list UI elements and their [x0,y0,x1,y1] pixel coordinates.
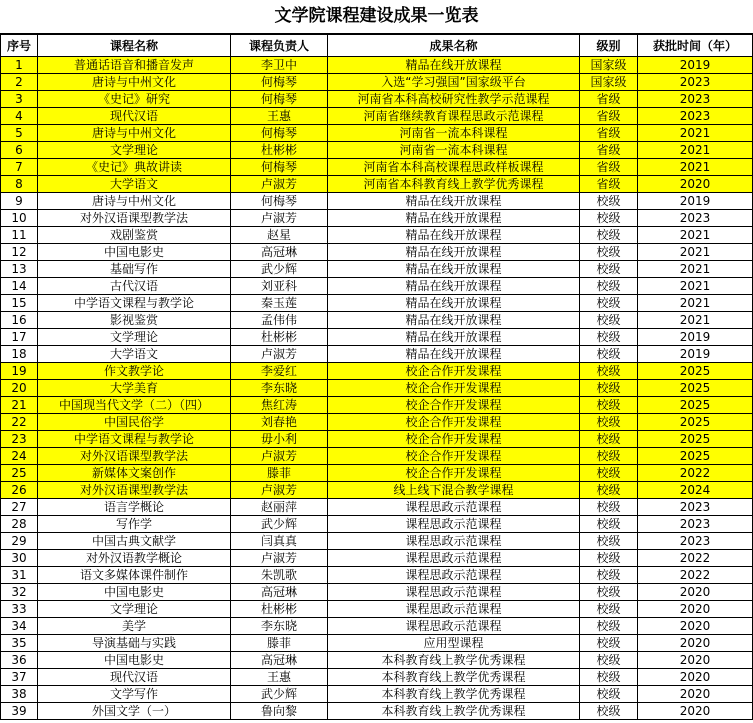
cell-result[interactable]: 校企合作开发课程 [328,414,580,431]
cell-no[interactable]: 9 [1,193,38,210]
cell-lead[interactable]: 焦红涛 [231,397,328,414]
cell-lead[interactable]: 鲁向黎 [231,703,328,720]
cell-lead[interactable]: 滕菲 [231,635,328,652]
cell-lead[interactable]: 何梅琴 [231,125,328,142]
cell-year[interactable]: 2021 [638,125,753,142]
cell-no[interactable]: 31 [1,567,38,584]
table-row [1,686,753,703]
cell-year[interactable]: 2022 [638,567,753,584]
cell-lead[interactable]: 闫真真 [231,533,328,550]
cell-no[interactable]: 3 [1,91,38,108]
cell-no[interactable]: 12 [1,244,38,261]
cell-year[interactable]: 2020 [638,686,753,703]
cell-level[interactable]: 校级 [580,465,638,482]
table-row [1,652,753,669]
cell-no[interactable]: 19 [1,363,38,380]
cell-year[interactable]: 2021 [638,159,753,176]
header-year[interactable]: 获批时间（年） [638,35,753,57]
cell-course[interactable]: 中国电影史 [38,584,231,601]
cell-level[interactable]: 校级 [580,278,638,295]
cell-course[interactable]: 现代汉语 [38,669,231,686]
table-row [1,57,753,74]
cell-no[interactable]: 13 [1,261,38,278]
cell-level[interactable]: 校级 [580,652,638,669]
cell-year[interactable]: 2022 [638,550,753,567]
cell-year[interactable]: 2021 [638,142,753,159]
header-result[interactable]: 成果名称 [328,35,580,57]
table-row [1,448,753,465]
cell-course[interactable]: 美学 [38,618,231,635]
cell-course[interactable]: 外国文学（一） [38,703,231,720]
cell-level[interactable]: 校级 [580,448,638,465]
cell-result[interactable]: 入选“学习强国”国家级平台 [328,74,580,91]
cell-result[interactable]: 本科教育线上教学优秀课程 [328,703,580,720]
cell-year[interactable]: 2025 [638,414,753,431]
cell-lead[interactable]: 毋小利 [231,431,328,448]
cell-level[interactable]: 校级 [580,533,638,550]
cell-lead[interactable]: 卢淑芳 [231,346,328,363]
cell-lead[interactable]: 何梅琴 [231,74,328,91]
cell-result[interactable]: 精品在线开放课程 [328,295,580,312]
cell-year[interactable]: 2025 [638,363,753,380]
cell-course[interactable]: 唐诗与中州文化 [38,74,231,91]
cell-result[interactable]: 线上线下混合教学课程 [328,482,580,499]
table-row [1,329,753,346]
cell-year[interactable]: 2019 [638,329,753,346]
cell-no[interactable]: 35 [1,635,38,652]
cell-level[interactable]: 校级 [580,516,638,533]
table-row [1,601,753,618]
cell-course[interactable]: 古代汉语 [38,278,231,295]
cell-result[interactable]: 本科教育线上教学优秀课程 [328,669,580,686]
cell-lead[interactable]: 刘亚科 [231,278,328,295]
cell-lead[interactable]: 刘春艳 [231,414,328,431]
table-row [1,295,753,312]
cell-level[interactable]: 校级 [580,329,638,346]
cell-lead[interactable]: 王惠 [231,669,328,686]
cell-course[interactable]: 文学写作 [38,686,231,703]
cell-result[interactable]: 河南省一流本科课程 [328,125,580,142]
table-row [1,346,753,363]
cell-no[interactable]: 39 [1,703,38,720]
table-row [1,465,753,482]
cell-year[interactable]: 2021 [638,278,753,295]
cell-course[interactable]: 《史记》研究 [38,91,231,108]
cell-lead[interactable]: 李东晓 [231,618,328,635]
header-no[interactable]: 序号 [1,35,38,57]
cell-level[interactable]: 省级 [580,159,638,176]
cell-course[interactable]: 对外汉语课型教学法 [38,482,231,499]
table-row [1,159,753,176]
cell-result[interactable]: 校企合作开发课程 [328,431,580,448]
cell-level[interactable]: 校级 [580,635,638,652]
cell-result[interactable]: 精品在线开放课程 [328,244,580,261]
cell-no[interactable]: 10 [1,210,38,227]
cell-result[interactable]: 精品在线开放课程 [328,210,580,227]
cell-year[interactable]: 2025 [638,397,753,414]
cell-no[interactable]: 27 [1,499,38,516]
cell-level[interactable]: 省级 [580,91,638,108]
cell-year[interactable]: 2024 [638,482,753,499]
cell-year[interactable]: 2020 [638,618,753,635]
cell-lead[interactable]: 何梅琴 [231,91,328,108]
cell-level[interactable]: 校级 [580,363,638,380]
cell-level[interactable]: 校级 [580,703,638,720]
table-row [1,567,753,584]
cell-result[interactable]: 校企合作开发课程 [328,363,580,380]
cell-course[interactable]: 对外汉语课型教学法 [38,448,231,465]
cell-level[interactable]: 省级 [580,125,638,142]
sheet-title: 文学院课程建设成果一览表 [0,0,753,34]
cell-no[interactable]: 1 [1,57,38,74]
cell-level[interactable]: 校级 [580,669,638,686]
cell-no[interactable]: 24 [1,448,38,465]
cell-year[interactable]: 2020 [638,584,753,601]
cell-result[interactable]: 河南省一流本科课程 [328,142,580,159]
table-row [1,176,753,193]
cell-course[interactable]: 语文多媒体课件制作 [38,567,231,584]
cell-year[interactable]: 2021 [638,244,753,261]
cell-result[interactable]: 校企合作开发课程 [328,380,580,397]
cell-level[interactable]: 校级 [580,261,638,278]
cell-no[interactable]: 36 [1,652,38,669]
table-row [1,125,753,142]
cell-year[interactable]: 2023 [638,499,753,516]
cell-year[interactable]: 2019 [638,193,753,210]
cell-year[interactable]: 2021 [638,312,753,329]
table-row [1,380,753,397]
cell-year[interactable]: 2023 [638,108,753,125]
cell-level[interactable]: 校级 [580,414,638,431]
cell-no[interactable]: 29 [1,533,38,550]
cell-lead[interactable]: 高冠琳 [231,652,328,669]
cell-level[interactable]: 校级 [580,380,638,397]
cell-no[interactable]: 33 [1,601,38,618]
cell-result[interactable]: 精品在线开放课程 [328,57,580,74]
table-row [1,108,753,125]
cell-level[interactable]: 校级 [580,346,638,363]
cell-no[interactable]: 2 [1,74,38,91]
table-row [1,312,753,329]
cell-lead[interactable]: 秦玉莲 [231,295,328,312]
cell-course[interactable]: 中国古典文献学 [38,533,231,550]
cell-result[interactable]: 校企合作开发课程 [328,397,580,414]
cell-course[interactable]: 对外汉语课型教学法 [38,210,231,227]
cell-level[interactable]: 校级 [580,431,638,448]
cell-result[interactable]: 课程思政示范课程 [328,601,580,618]
cell-course[interactable]: 语言学概论 [38,499,231,516]
table-row [1,91,753,108]
cell-year[interactable]: 2020 [638,176,753,193]
cell-course[interactable]: 戏剧鉴赏 [38,227,231,244]
cell-result[interactable]: 校企合作开发课程 [328,448,580,465]
cell-course[interactable]: 基础写作 [38,261,231,278]
cell-course[interactable]: 写作学 [38,516,231,533]
cell-lead[interactable]: 赵星 [231,227,328,244]
cell-year[interactable]: 2020 [638,703,753,720]
cell-lead[interactable]: 杜彬彬 [231,142,328,159]
cell-course[interactable]: 大学语文 [38,346,231,363]
cell-lead[interactable]: 高冠琳 [231,584,328,601]
cell-result[interactable]: 本科教育线上教学优秀课程 [328,652,580,669]
cell-year[interactable]: 2023 [638,74,753,91]
cell-level[interactable]: 校级 [580,193,638,210]
cell-lead[interactable]: 卢淑芳 [231,550,328,567]
cell-no[interactable]: 5 [1,125,38,142]
cell-lead[interactable]: 武少辉 [231,261,328,278]
cell-no[interactable]: 26 [1,482,38,499]
cell-lead[interactable]: 孟伟伟 [231,312,328,329]
cell-result[interactable]: 课程思政示范课程 [328,567,580,584]
cell-no[interactable]: 15 [1,295,38,312]
table-row [1,74,753,91]
cell-no[interactable]: 22 [1,414,38,431]
cell-result[interactable]: 课程思政示范课程 [328,499,580,516]
cell-year[interactable]: 2020 [638,635,753,652]
table-row [1,516,753,533]
table-row [1,669,753,686]
cell-course[interactable]: 中学语文课程与教学论 [38,431,231,448]
cell-year[interactable]: 2019 [638,346,753,363]
cell-result[interactable]: 课程思政示范课程 [328,584,580,601]
cell-lead[interactable]: 卢淑芳 [231,210,328,227]
cell-no[interactable]: 20 [1,380,38,397]
cell-lead[interactable]: 滕菲 [231,465,328,482]
table-row [1,397,753,414]
cell-level[interactable]: 国家级 [580,57,638,74]
cell-level[interactable]: 校级 [580,601,638,618]
table-row [1,261,753,278]
table-row [1,482,753,499]
cell-lead[interactable]: 卢淑芳 [231,448,328,465]
cell-no[interactable]: 38 [1,686,38,703]
cell-lead[interactable]: 李东晓 [231,380,328,397]
cell-lead[interactable]: 赵丽萍 [231,499,328,516]
cell-lead[interactable]: 杜彬彬 [231,601,328,618]
cell-result[interactable]: 校企合作开发课程 [328,465,580,482]
cell-lead[interactable]: 王惠 [231,108,328,125]
cell-result[interactable]: 本科教育线上教学优秀课程 [328,686,580,703]
cell-level[interactable]: 校级 [580,618,638,635]
table-row [1,227,753,244]
cell-course[interactable]: 中国民俗学 [38,414,231,431]
cell-result[interactable]: 河南省本科教育线上教学优秀课程 [328,176,580,193]
cell-result[interactable]: 课程思政示范课程 [328,550,580,567]
cell-no[interactable]: 30 [1,550,38,567]
cell-year[interactable]: 2023 [638,210,753,227]
table-row [1,363,753,380]
cell-course[interactable]: 中国电影史 [38,652,231,669]
cell-no[interactable]: 34 [1,618,38,635]
cell-year[interactable]: 2020 [638,652,753,669]
cell-result[interactable]: 精品在线开放课程 [328,329,580,346]
cell-course[interactable]: 文学理论 [38,601,231,618]
cell-no[interactable]: 14 [1,278,38,295]
cell-course[interactable]: 《史记》典故讲读 [38,159,231,176]
cell-lead[interactable]: 李爱红 [231,363,328,380]
cell-course[interactable]: 唐诗与中州文化 [38,125,231,142]
cell-result[interactable]: 精品在线开放课程 [328,193,580,210]
cell-year[interactable]: 2023 [638,91,753,108]
cell-level[interactable]: 校级 [580,312,638,329]
table-row [1,584,753,601]
cell-year[interactable]: 2023 [638,516,753,533]
cell-result[interactable]: 河南省继续教育课程思政示范课程 [328,108,580,125]
cell-lead[interactable]: 卢淑芳 [231,176,328,193]
cell-result[interactable]: 应用型课程 [328,635,580,652]
cell-result[interactable]: 精品在线开放课程 [328,346,580,363]
table-row [1,618,753,635]
cell-year[interactable]: 2020 [638,601,753,618]
cell-year[interactable]: 2021 [638,295,753,312]
cell-no[interactable]: 4 [1,108,38,125]
cell-course[interactable]: 文学理论 [38,142,231,159]
cell-lead[interactable]: 何梅琴 [231,159,328,176]
cell-level[interactable]: 校级 [580,550,638,567]
cell-year[interactable]: 2023 [638,533,753,550]
cell-year[interactable]: 2021 [638,227,753,244]
cell-course[interactable]: 现代汉语 [38,108,231,125]
cell-year[interactable]: 2020 [638,669,753,686]
cell-year[interactable]: 2025 [638,380,753,397]
cell-no[interactable]: 37 [1,669,38,686]
cell-no[interactable]: 16 [1,312,38,329]
table-row [1,550,753,567]
cell-no[interactable]: 28 [1,516,38,533]
cell-level[interactable]: 省级 [580,142,638,159]
cell-course[interactable]: 大学美育 [38,380,231,397]
cell-level[interactable]: 校级 [580,482,638,499]
cell-lead[interactable]: 何梅琴 [231,193,328,210]
table-row [1,278,753,295]
cell-no[interactable]: 6 [1,142,38,159]
cell-result[interactable]: 课程思政示范课程 [328,533,580,550]
cell-no[interactable]: 21 [1,397,38,414]
cell-level[interactable]: 校级 [580,244,638,261]
cell-year[interactable]: 2025 [638,448,753,465]
cell-course[interactable]: 导演基础与实践 [38,635,231,652]
cell-year[interactable]: 2021 [638,261,753,278]
cell-level[interactable]: 校级 [580,210,638,227]
cell-result[interactable]: 精品在线开放课程 [328,312,580,329]
cell-level[interactable]: 校级 [580,499,638,516]
cell-level[interactable]: 省级 [580,108,638,125]
table-row [1,244,753,261]
cell-course[interactable]: 中学语文课程与教学论 [38,295,231,312]
cell-no[interactable]: 18 [1,346,38,363]
cell-lead[interactable]: 杜彬彬 [231,329,328,346]
cell-course[interactable]: 中国电影史 [38,244,231,261]
cell-course[interactable]: 文学理论 [38,329,231,346]
table-row [1,142,753,159]
cell-course[interactable]: 作文教学论 [38,363,231,380]
cell-course[interactable]: 影视鉴赏 [38,312,231,329]
cell-result[interactable]: 课程思政示范课程 [328,516,580,533]
cell-course[interactable]: 新媒体文案创作 [38,465,231,482]
cell-lead[interactable]: 朱凯歌 [231,567,328,584]
cell-level[interactable]: 校级 [580,295,638,312]
cell-result[interactable]: 精品在线开放课程 [328,278,580,295]
cell-no[interactable]: 25 [1,465,38,482]
cell-level[interactable]: 省级 [580,176,638,193]
header-course[interactable]: 课程名称 [38,35,231,57]
header-lead[interactable]: 课程负责人 [231,35,328,57]
cell-no[interactable]: 32 [1,584,38,601]
header-level[interactable]: 级别 [580,35,638,57]
table-row [1,431,753,448]
cell-lead[interactable]: 武少辉 [231,686,328,703]
cell-lead[interactable]: 卢淑芳 [231,482,328,499]
table-row [1,210,753,227]
cell-level[interactable]: 校级 [580,567,638,584]
table-row [1,414,753,431]
cell-level[interactable]: 国家级 [580,74,638,91]
cell-lead[interactable]: 高冠琳 [231,244,328,261]
cell-no[interactable]: 17 [1,329,38,346]
cell-result[interactable]: 精品在线开放课程 [328,227,580,244]
table-row [1,499,753,516]
cell-course[interactable]: 普通话语音和播音发声 [38,57,231,74]
cell-year[interactable]: 2025 [638,431,753,448]
cell-course[interactable]: 对外汉语教学概论 [38,550,231,567]
cell-course[interactable]: 中国现当代文学（二）（四） [38,397,231,414]
cell-result[interactable]: 河南省本科高校研究性教学示范课程 [328,91,580,108]
cell-course[interactable]: 大学语文 [38,176,231,193]
cell-lead[interactable]: 武少辉 [231,516,328,533]
cell-level[interactable]: 校级 [580,397,638,414]
cell-lead[interactable]: 李卫中 [231,57,328,74]
cell-course[interactable]: 唐诗与中州文化 [38,193,231,210]
cell-level[interactable]: 校级 [580,686,638,703]
header-row [1,35,753,57]
cell-no[interactable]: 23 [1,431,38,448]
table-row [1,533,753,550]
table-row [1,193,753,210]
cell-level[interactable]: 校级 [580,227,638,244]
cell-result[interactable]: 河南省本科高校课程思政样板课程 [328,159,580,176]
results-table [0,34,753,720]
cell-level[interactable]: 校级 [580,584,638,601]
cell-result[interactable]: 课程思政示范课程 [328,618,580,635]
cell-year[interactable]: 2019 [638,57,753,74]
table-row [1,703,753,720]
cell-result[interactable]: 精品在线开放课程 [328,261,580,278]
table-row [1,635,753,652]
cell-no[interactable]: 11 [1,227,38,244]
cell-year[interactable]: 2022 [638,465,753,482]
cell-no[interactable]: 7 [1,159,38,176]
cell-no[interactable]: 8 [1,176,38,193]
